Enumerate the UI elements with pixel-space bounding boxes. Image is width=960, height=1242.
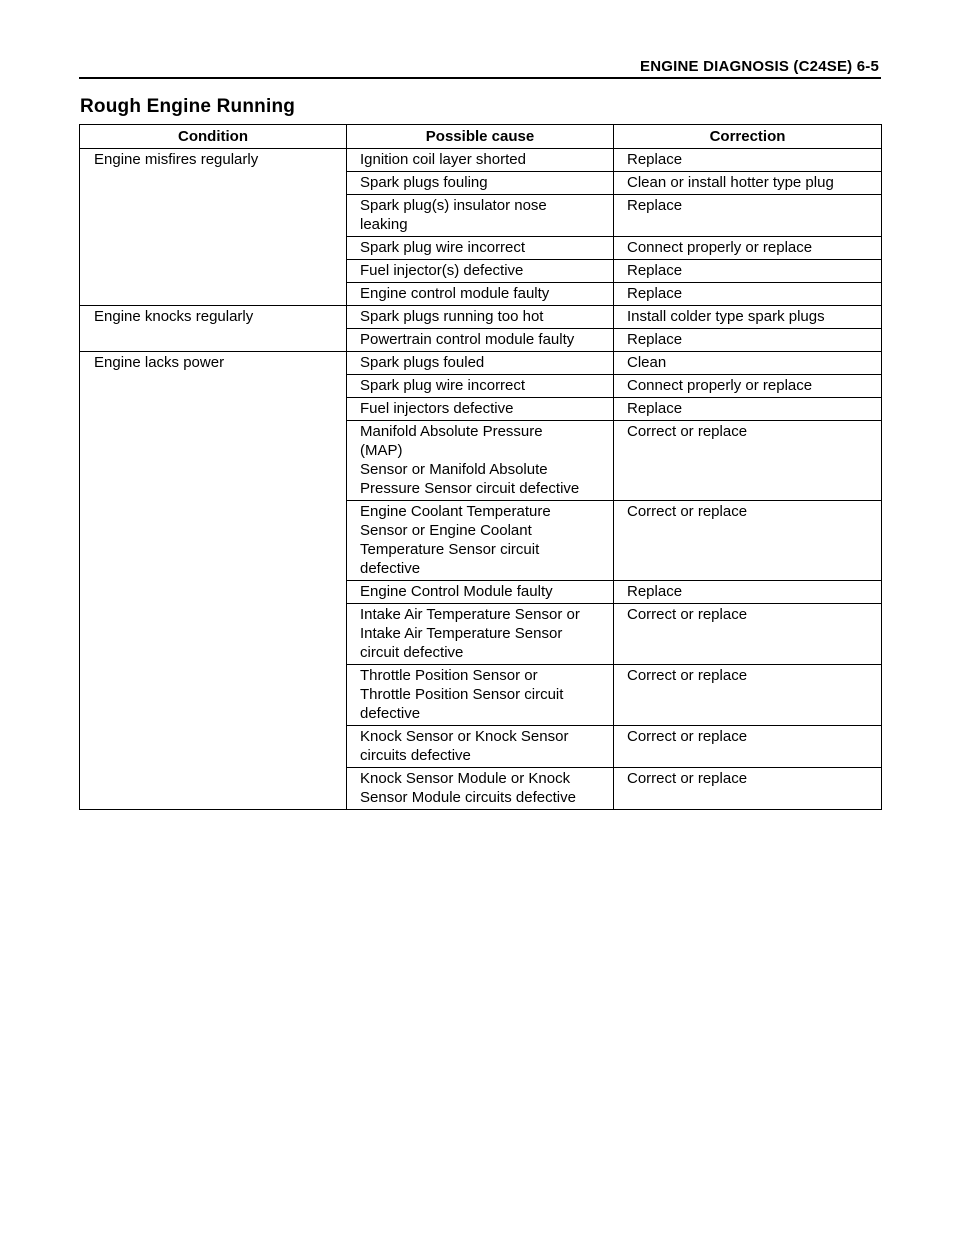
correction-cell [614, 398, 882, 421]
correction-text: Install colder type spark plugs [627, 308, 825, 325]
correction-text: Clean [627, 354, 667, 371]
cause-cell [347, 352, 614, 375]
column-header-correction: Correction [614, 125, 882, 149]
cause-cell [347, 421, 614, 501]
correction-cell [614, 260, 882, 283]
table-header-row [80, 125, 882, 149]
cause-text: Throttle Position Sensor or Throttle Position Sensor circuit defective [360, 667, 564, 722]
diagnosis-table [79, 124, 882, 810]
condition-cell [80, 149, 347, 306]
correction-cell [614, 352, 882, 375]
correction-text: Replace [627, 197, 683, 214]
cause-text: Engine control module faulty [360, 285, 550, 302]
correction-cell [614, 329, 882, 352]
correction-text: Replace [627, 151, 683, 168]
correction-text: Connect properly or replace [627, 377, 813, 394]
table-row [80, 306, 882, 329]
correction-cell [614, 581, 882, 604]
correction-cell [614, 375, 882, 398]
cause-text: Ignition coil layer shorted [360, 151, 526, 168]
column-header-condition: Condition [80, 125, 347, 149]
cause-cell [347, 195, 614, 237]
column-header-possible-cause: Possible cause [347, 125, 614, 149]
cause-cell [347, 604, 614, 665]
cause-text: Fuel injector(s) defective [360, 262, 524, 279]
table-row [80, 149, 882, 172]
condition-text: Engine knocks regularly [94, 308, 254, 325]
cause-cell [347, 375, 614, 398]
table-row [80, 352, 882, 375]
correction-text: Clean or install hotter type plug [627, 174, 834, 191]
correction-text: Correct or replace [627, 667, 748, 684]
page-header [79, 55, 881, 79]
cause-cell [347, 581, 614, 604]
correction-cell [614, 421, 882, 501]
cause-cell [347, 172, 614, 195]
correction-text: Correct or replace [627, 503, 748, 520]
condition-cell [80, 352, 347, 810]
correction-text: Replace [627, 583, 683, 600]
correction-text: Replace [627, 331, 683, 348]
correction-text: Correct or replace [627, 606, 748, 623]
cause-text: Spark plugs fouled [360, 354, 485, 371]
cause-text: Powertrain control module faulty [360, 331, 575, 348]
cause-text: Fuel injectors defective [360, 400, 514, 417]
cause-cell [347, 726, 614, 768]
correction-text: Correct or replace [627, 770, 748, 787]
cause-cell [347, 283, 614, 306]
cause-cell [347, 768, 614, 810]
cause-cell [347, 665, 614, 726]
correction-text: Replace [627, 285, 683, 302]
condition-text: Engine misfires regularly [94, 151, 259, 168]
correction-cell [614, 306, 882, 329]
page-header-title: ENGINE DIAGNOSIS (C24SE) 6-5 [640, 58, 879, 75]
cause-text: Engine Control Module faulty [360, 583, 553, 600]
correction-cell [614, 283, 882, 306]
cause-text: Spark plug(s) insulator nose leaking [360, 197, 547, 233]
cause-cell [347, 149, 614, 172]
correction-cell [614, 237, 882, 260]
correction-cell [614, 726, 882, 768]
cause-cell [347, 260, 614, 283]
correction-cell [614, 172, 882, 195]
correction-cell [614, 604, 882, 665]
cause-text: Manifold Absolute Pressure (MAP) Sensor or Manifold Absolute Pressure Sensor circuit defective [360, 423, 580, 497]
correction-cell [614, 195, 882, 237]
correction-cell [614, 501, 882, 581]
correction-text: Correct or replace [627, 423, 748, 440]
cause-text: Spark plug wire incorrect [360, 239, 526, 256]
cause-text: Knock Sensor or Knock Sensor circuits defective [360, 728, 569, 764]
correction-cell [614, 149, 882, 172]
cause-cell [347, 398, 614, 421]
cause-text: Spark plugs fouling [360, 174, 488, 191]
cause-text: Engine Coolant Temperature Sensor or Engine Coolant Temperature Sensor circuit defective [360, 503, 551, 577]
condition-cell [80, 306, 347, 352]
correction-text: Correct or replace [627, 728, 748, 745]
cause-cell [347, 501, 614, 581]
condition-text: Engine lacks power [94, 354, 225, 371]
cause-text: Spark plug wire incorrect [360, 377, 526, 394]
correction-cell [614, 768, 882, 810]
cause-text: Knock Sensor Module or Knock Sensor Module circuits defective [360, 770, 576, 806]
correction-text: Replace [627, 400, 683, 417]
correction-cell [614, 665, 882, 726]
section-title: Rough Engine Running [80, 96, 296, 117]
correction-text: Connect properly or replace [627, 239, 813, 256]
cause-text: Intake Air Temperature Sensor or Intake Air Temperature Sensor circuit defective [360, 606, 580, 661]
cause-text: Spark plugs running too hot [360, 308, 544, 325]
correction-text: Replace [627, 262, 683, 279]
cause-cell [347, 306, 614, 329]
cause-cell [347, 329, 614, 352]
cause-cell [347, 237, 614, 260]
